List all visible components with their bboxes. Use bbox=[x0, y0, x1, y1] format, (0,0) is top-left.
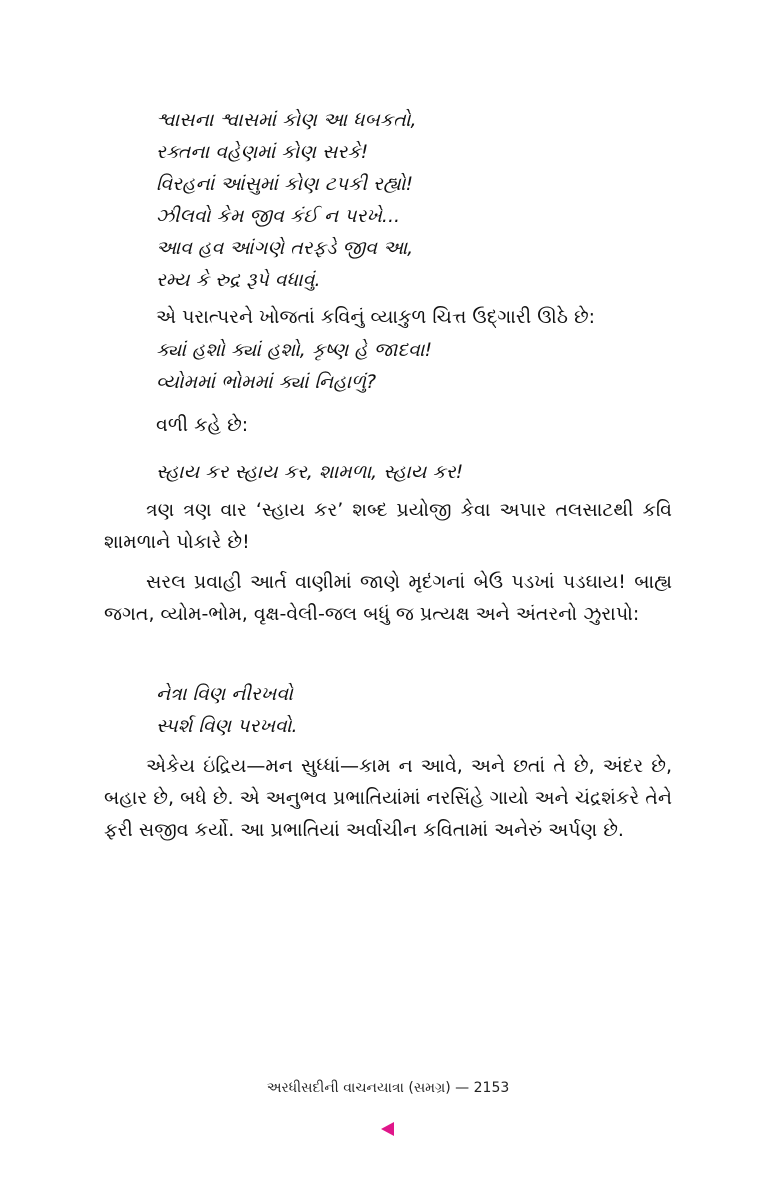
verse-line: ક્યાં હશો ક્યાં હશો, કૃષ્ણ હે જાદવા! bbox=[156, 339, 433, 361]
verse-block-4 bbox=[156, 678, 298, 742]
verse-line: વ્યોમમાં ભોમમાં ક્યાં નિહાળું? bbox=[156, 371, 377, 393]
triangle-left-icon[interactable] bbox=[381, 1122, 394, 1136]
verse-line: સ્હાય કર સ્હાય કર, શામળા, સ્હાય કર! bbox=[156, 461, 464, 483]
verse-line: નેત્રા વિણ નીરખવો bbox=[156, 683, 293, 705]
paragraph-2: સરલ પ્રવાહી આર્ત વાણીમાં જાણે મૃદંગનાં બેઉ પડખાં પડઘાય! બાહ્ય જગત, વ્યોમ-ભોમ, વૃક્ષ-વેલી-જલ બધું જ પ્રત્યક્ષ અને અંતરનો ઝુરાપો: bbox=[104, 571, 672, 625]
verse-line: ઝીલવો કેમ જીવ કંઈ ન પરખે... bbox=[156, 205, 401, 227]
verse-block-1 bbox=[156, 104, 417, 296]
verse-line: વિરહનાં આંસુમાં કોણ ટપકી રહ્યો! bbox=[156, 173, 414, 195]
verse-line: શ્વાસના શ્વાસમાં કોણ આ ધબકતો, bbox=[156, 109, 417, 131]
verse-line: રક્તના વહેણમાં કોણ સરકે! bbox=[156, 141, 369, 163]
paragraph-1: ત્રણ ત્રણ વાર ‘સ્હાય કર’ શબ્દ પ્રયોજી કેવા અપાર તલસાટથી કવિ શામળાને પોકારે છે! bbox=[104, 499, 672, 553]
paragraph-3: એકેય ઇંદ્રિય—મન સુધ્ધાં—કામ ન આવે, અને છતાં તે છે, અંદર છે, બહાર છે, બધે છે. એ અનુભવ પ્રભાતિયાંમાં નરસિંહે ગાયો અને ચંદ્રશંકરે તેને ફરી સજીવ કર્યો. આ પ્રભાતિયાં અર્વાચીન કવિતામાં અનેરું અર્પણ છે. bbox=[104, 755, 672, 841]
verse-line: આવ હવ આંગણે તરફડે જીવ આ, bbox=[156, 237, 414, 259]
verse-block-2 bbox=[156, 334, 432, 398]
says-again-line: વળી કહે છે: bbox=[156, 414, 249, 436]
intro-line: એ પરાત્પરને ખોજતાં કવિનું વ્યાકુળ ચિત્ત ઉદ્ગારી ઊઠે છે: bbox=[156, 306, 596, 328]
verse-block-3 bbox=[156, 456, 463, 488]
verse-line: રમ્ય કે રુદ્ર રૂપે વધાવું. bbox=[156, 269, 321, 291]
page-footer: અરધીસદીની વાચનયાત્રા (સમગ્ર) — 2153 bbox=[266, 1080, 510, 1096]
verse-line: સ્પર્શ વિણ પરખવો. bbox=[156, 715, 298, 737]
